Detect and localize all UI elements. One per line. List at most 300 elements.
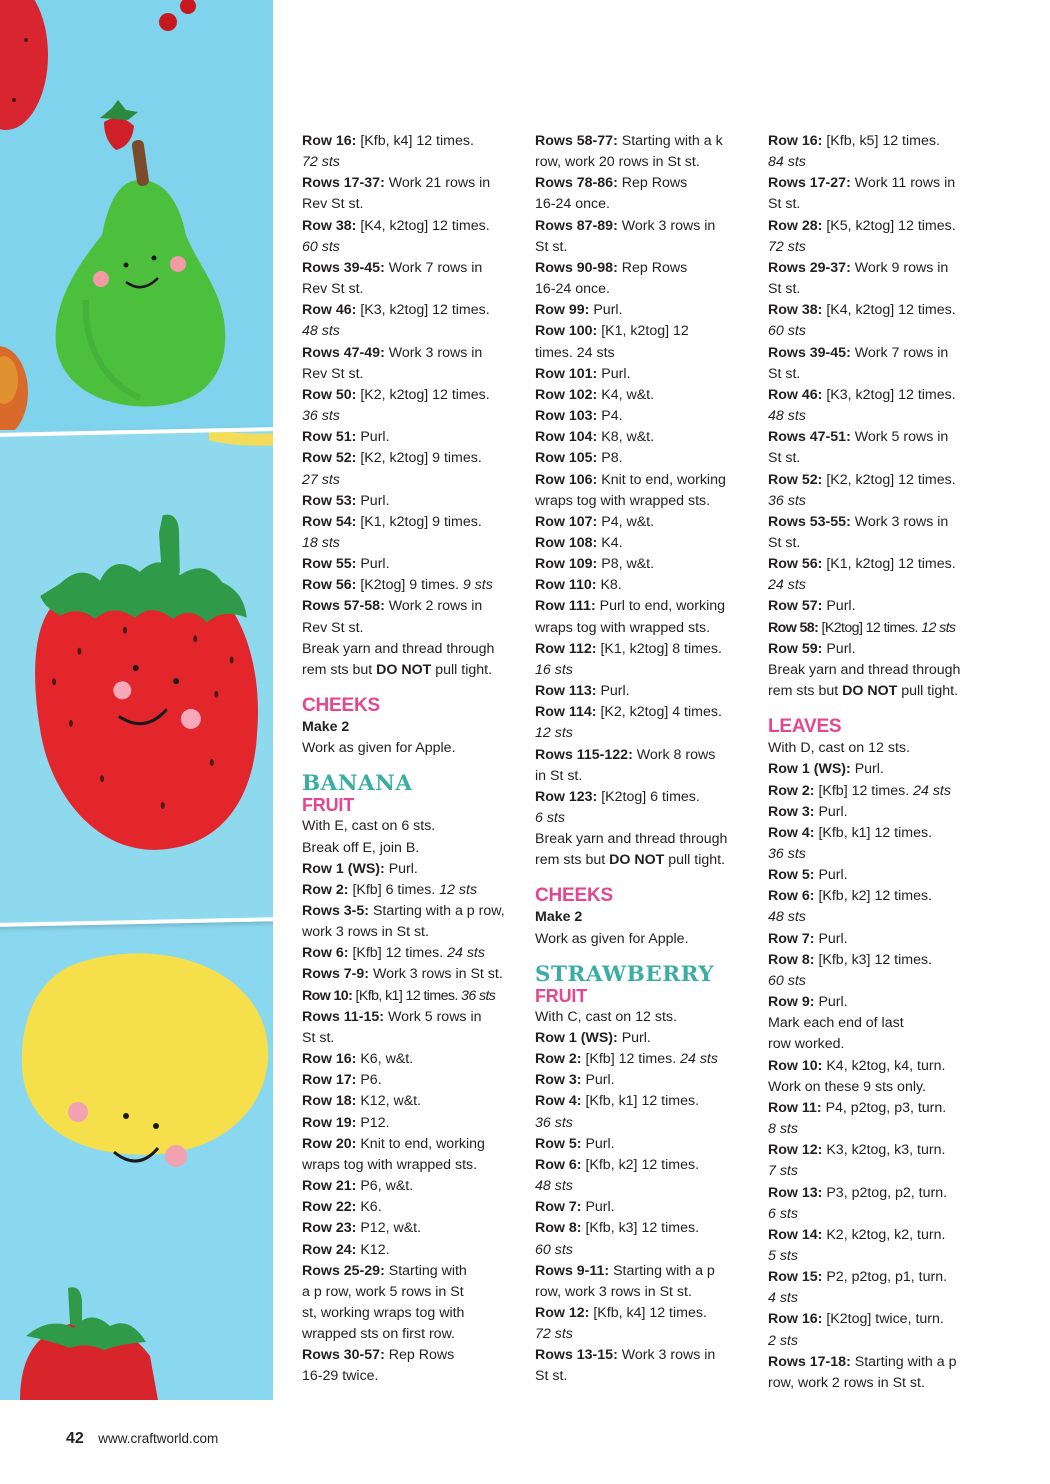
pattern-line <box>768 385 990 406</box>
row-label: Row 15: <box>768 1269 823 1286</box>
row-label: Row 54: <box>302 513 357 530</box>
row-instruction: Break yarn and thread through <box>302 640 495 657</box>
pattern-line <box>768 258 990 279</box>
pattern-line <box>535 1176 757 1197</box>
row-instruction: Rev St st. <box>302 365 364 382</box>
row-label: Make 2 <box>302 719 350 736</box>
stitch-count: 18 sts <box>302 534 340 551</box>
row-instruction: Break yarn and thread through <box>768 661 961 678</box>
row-instruction: K8. <box>596 577 622 594</box>
stitch-count: 24 sts <box>680 1051 718 1068</box>
emphasis-text: DO NOT <box>376 661 432 678</box>
row-label: Row 103: <box>535 408 598 425</box>
pattern-line <box>535 152 757 173</box>
row-instruction: [K4, k2tog] 12 times. <box>822 302 956 319</box>
row-instruction: Mark each end of last <box>768 1015 904 1032</box>
row-instruction: Work as given for Apple. <box>535 930 689 947</box>
section-heading: FRUIT <box>302 795 354 816</box>
pattern-line <box>302 964 524 985</box>
stitch-count: 24 sts <box>913 782 951 799</box>
strawberry-icon <box>33 578 261 852</box>
pattern-line <box>535 512 757 533</box>
row-label: Row 100: <box>535 323 598 340</box>
corner-strawberry-icon <box>0 0 48 130</box>
row-instruction: K12, w&t. <box>356 1093 422 1110</box>
row-label: Row 8: <box>535 1220 582 1237</box>
row-instruction: [K2tog] twice, turn. <box>822 1311 944 1328</box>
pattern-line <box>768 660 990 681</box>
pattern-line <box>535 448 757 469</box>
row-label: Row 6: <box>302 945 349 962</box>
row-label: Row 56: <box>302 577 357 594</box>
pattern-line <box>768 844 990 865</box>
stitch-count: 16 sts <box>535 661 573 678</box>
row-instruction: St st. <box>535 238 568 255</box>
row-instruction: [K2, k2tog] 12 times. <box>822 471 956 488</box>
pattern-line <box>535 258 757 279</box>
pattern-line <box>535 1197 757 1218</box>
row-instruction: P4, w&t. <box>597 513 655 530</box>
row-label: Row 38: <box>302 217 357 234</box>
pattern-line <box>535 1134 757 1155</box>
row-label: Row 6: <box>768 888 815 905</box>
pattern-line <box>535 470 757 491</box>
bottom-photo <box>0 916 273 1400</box>
pattern-line <box>768 279 990 300</box>
row-label: Row 4: <box>768 824 815 841</box>
pattern-line <box>768 406 990 427</box>
pattern-line <box>302 237 524 258</box>
pattern-line <box>302 1345 524 1366</box>
pattern-line <box>535 850 757 871</box>
pattern-line <box>768 216 990 237</box>
pattern-line <box>302 385 524 406</box>
strawberry-photo-frame <box>0 427 273 927</box>
pattern-line <box>535 533 757 554</box>
row-label: Row 16: <box>302 133 357 149</box>
row-instruction: Purl. <box>814 803 848 820</box>
row-instruction: Work 3 rows in St st. <box>369 966 503 983</box>
row-instruction: Work 3 rows in <box>850 513 949 530</box>
row-instruction: With C, cast on 12 sts. <box>535 1008 677 1025</box>
stitch-count: 48 sts <box>302 323 340 340</box>
pattern-line <box>302 1155 524 1176</box>
row-label: Row 51: <box>302 429 357 446</box>
row-label: Row 28: <box>768 217 823 234</box>
row-instruction: [K4, k2tog] 12 times. <box>356 217 490 234</box>
pattern-line <box>768 1352 990 1373</box>
pattern-line <box>768 929 990 950</box>
pattern-line <box>768 321 990 342</box>
row-label: Row 2: <box>768 782 815 799</box>
section-heading: FRUIT <box>535 985 587 1006</box>
row-instruction: Purl. <box>814 867 848 884</box>
stitch-count: 36 sts <box>768 846 806 862</box>
row-instruction: wraps tog with wrapped sts. <box>535 492 711 509</box>
row-instruction: P12, w&t. <box>356 1220 422 1237</box>
row-instruction: [Kfb, k1] 12 times. <box>352 987 462 1004</box>
row-instruction: St st. <box>768 534 801 551</box>
row-instruction: row, work 3 rows in St st. <box>535 1283 692 1300</box>
pattern-line <box>302 660 524 681</box>
section-heading: STRAWBERRY <box>535 961 715 987</box>
stitch-count: 60 sts <box>302 238 340 255</box>
row-instruction: [Kfb, k2] 12 times. <box>581 1156 700 1173</box>
row-label: Row 46: <box>302 302 357 319</box>
row-instruction: [K1, k2tog] 8 times. <box>596 640 722 657</box>
pattern-column-2 <box>535 131 757 1388</box>
row-instruction: Knit to end, working <box>597 471 726 488</box>
row-label: Rows 30-57: <box>302 1347 385 1364</box>
row-label: Row 5: <box>768 867 815 884</box>
row-label: Row 1 (WS): <box>768 761 851 778</box>
strawberry-photo <box>0 431 273 923</box>
row-instruction: St st. <box>768 365 801 382</box>
row-instruction: Rep Rows <box>617 175 688 192</box>
pattern-line <box>535 1070 757 1091</box>
pattern-line <box>535 1366 757 1387</box>
row-label: Rows 39-45: <box>768 344 851 361</box>
row-instruction: rem sts but <box>302 661 377 678</box>
row-instruction: rem sts but <box>768 683 843 700</box>
pattern-line <box>535 279 757 300</box>
row-instruction: wrapped sts on first row. <box>302 1326 455 1343</box>
row-instruction: Purl. <box>581 1072 615 1089</box>
pattern-line <box>302 343 524 364</box>
pattern-line <box>302 1282 524 1303</box>
row-label: Row 1 (WS): <box>302 860 385 877</box>
row-instruction: Starting with a p row, <box>369 903 505 919</box>
row-instruction: work 3 rows in St st. <box>302 924 429 941</box>
row-label: Row 38: <box>768 302 823 319</box>
row-instruction: rem sts but <box>535 852 610 869</box>
yellow-fruit-icon <box>22 953 268 1154</box>
stitch-count: 48 sts <box>768 909 806 926</box>
pattern-line <box>535 702 757 723</box>
row-label: Row 24: <box>302 1241 357 1258</box>
pattern-column-1 <box>302 131 524 1388</box>
pattern-line <box>535 216 757 237</box>
pattern-line <box>768 1225 990 1246</box>
pattern-line <box>302 258 524 279</box>
pattern-line <box>535 1345 757 1366</box>
row-instruction: Rep Rows <box>384 1347 455 1364</box>
row-label: Row 7: <box>768 930 815 947</box>
pattern-line <box>768 738 990 759</box>
pear-stem-icon <box>131 139 149 186</box>
pattern-line <box>768 575 990 596</box>
row-label: Row 112: <box>535 640 597 657</box>
row-instruction: K6. <box>356 1199 382 1216</box>
row-label: Row 2: <box>535 1051 582 1068</box>
row-label: Row 20: <box>302 1135 357 1152</box>
stitch-count: 12 sts <box>921 619 956 636</box>
row-label: Row 16: <box>302 1051 357 1068</box>
row-instruction: [K2tog] 9 times. <box>356 577 463 594</box>
row-instruction: row, work 2 rows in St st. <box>768 1374 925 1391</box>
row-instruction: [K2, k2tog] 9 times. <box>356 450 482 467</box>
stitch-count: 60 sts <box>768 972 806 989</box>
row-label: Row 23: <box>302 1220 357 1237</box>
row-instruction: pull tight. <box>664 852 726 869</box>
pattern-line <box>302 512 524 533</box>
pattern-line <box>768 173 990 194</box>
row-instruction: Work 7 rows in <box>850 344 949 361</box>
pattern-line <box>535 723 757 744</box>
pattern-line <box>768 554 990 575</box>
pattern-line <box>535 343 757 364</box>
stitch-count: 36 sts <box>768 492 806 509</box>
row-instruction: Purl. <box>581 1135 615 1152</box>
stitch-count: 12 sts <box>535 725 573 742</box>
row-instruction: Break off E, join B. <box>302 839 420 856</box>
pattern-line <box>768 1246 990 1267</box>
stitch-count: 24 sts <box>768 577 806 594</box>
row-label: Row 7: <box>535 1199 582 1216</box>
row-instruction: 16-24 once. <box>535 281 610 298</box>
pattern-line <box>302 300 524 321</box>
stitch-count: 72 sts <box>302 154 340 171</box>
pattern-line <box>768 533 990 554</box>
row-instruction: [Kfb, k4] 12 times. <box>589 1304 707 1321</box>
section-heading: CHEEKS <box>535 885 613 907</box>
pattern-line <box>768 781 990 802</box>
row-label: Rows 58-77: <box>535 133 618 149</box>
pattern-line <box>768 1056 990 1077</box>
pattern-line <box>302 1070 524 1091</box>
pattern-line <box>768 237 990 258</box>
section-gap <box>302 681 524 695</box>
row-instruction: [Kfb, k5] 12 times. <box>822 133 940 149</box>
row-instruction: [K3, k2tog] 12 times. <box>822 386 956 403</box>
row-label: Rows 87-89: <box>535 217 618 234</box>
emphasis-text: DO NOT <box>609 852 665 869</box>
row-instruction: Work 7 rows in <box>384 259 483 276</box>
pattern-line <box>768 1204 990 1225</box>
stitch-count: 9 sts <box>462 577 493 594</box>
row-label: Row 12: <box>768 1142 823 1159</box>
row-label: Rows 13-15: <box>535 1347 618 1364</box>
pattern-line <box>302 194 524 215</box>
row-label: Rows 47-51: <box>768 429 851 446</box>
row-instruction: [K3, k2tog] 12 times. <box>356 302 490 319</box>
pattern-line <box>768 886 990 907</box>
small-strawberry-icon <box>104 118 134 150</box>
pattern-line <box>535 385 757 406</box>
row-instruction: St st. <box>535 1368 568 1385</box>
pattern-line <box>768 343 990 364</box>
pattern-line <box>768 1077 990 1098</box>
row-label: Row 6: <box>535 1156 582 1173</box>
pattern-line <box>768 1098 990 1119</box>
pattern-line <box>768 1373 990 1394</box>
row-instruction: P6. <box>356 1072 382 1089</box>
pattern-line <box>302 575 524 596</box>
row-instruction: Purl. <box>581 1199 615 1216</box>
row-label: Row 56: <box>768 556 823 573</box>
pattern-line <box>535 745 757 766</box>
stitch-count: 27 sts <box>302 471 340 488</box>
row-instruction: St st. <box>768 196 801 213</box>
row-label: Rows 17-18: <box>768 1353 851 1370</box>
row-instruction: wraps tog with wrapped sts. <box>302 1156 478 1173</box>
pattern-line <box>302 880 524 901</box>
pattern-line <box>302 1197 524 1218</box>
pattern-line <box>535 1028 757 1049</box>
row-instruction: 16-24 once. <box>535 196 610 213</box>
row-instruction: Work 21 rows in <box>384 175 491 192</box>
row-instruction: wraps tog with wrapped sts. <box>535 619 711 636</box>
pattern-line <box>302 491 524 512</box>
row-instruction: pull tight. <box>431 661 493 678</box>
pattern-line <box>302 1218 524 1239</box>
row-label: Row 105: <box>535 450 598 467</box>
row-instruction: K4, k2tog, k4, turn. <box>822 1057 946 1074</box>
pattern-line <box>302 152 524 173</box>
row-instruction: Work 11 rows in <box>850 175 956 192</box>
pattern-line <box>302 838 524 859</box>
row-instruction: Rev St st. <box>302 281 364 298</box>
pattern-line <box>768 512 990 533</box>
pattern-line <box>768 618 990 639</box>
pattern-line <box>302 618 524 639</box>
row-label: Rows 17-27: <box>768 175 851 192</box>
pattern-line <box>535 1091 757 1112</box>
section-heading: BANANA <box>302 771 413 797</box>
row-instruction: row worked. <box>768 1036 845 1053</box>
row-label: Rows 39-45: <box>302 259 385 276</box>
pattern-line <box>768 491 990 512</box>
pattern-line <box>768 823 990 844</box>
pattern-line <box>535 1282 757 1303</box>
row-label: Row 12: <box>535 1304 590 1321</box>
pattern-line <box>535 300 757 321</box>
stitch-count: 5 sts <box>768 1247 798 1264</box>
row-instruction: Purl. <box>822 640 856 657</box>
pattern-line <box>768 152 990 173</box>
row-label: Row 101: <box>535 365 598 382</box>
pattern-line <box>535 929 757 950</box>
row-instruction: P4. <box>597 408 623 425</box>
row-instruction: [Kfb, k2] 12 times. <box>814 888 933 905</box>
pattern-line <box>302 1176 524 1197</box>
row-label: Rows 115-122: <box>535 746 633 763</box>
pattern-line <box>302 1261 524 1282</box>
row-label: Row 46: <box>768 386 823 403</box>
pattern-line <box>302 717 524 738</box>
section-gap <box>768 702 990 716</box>
row-instruction: [K1, k2tog] 12 <box>597 323 689 340</box>
pattern-line <box>302 1303 524 1324</box>
row-label: Row 16: <box>768 133 823 149</box>
row-label: Row 113: <box>535 683 597 700</box>
row-instruction: [K2, k2tog] 4 times. <box>596 704 722 721</box>
row-instruction: St st. <box>768 281 801 298</box>
row-label: Row 16: <box>768 1311 823 1328</box>
pattern-line <box>535 173 757 194</box>
pattern-line <box>535 907 757 928</box>
row-instruction: Purl. <box>597 365 631 382</box>
row-label: Rows 47-49: <box>302 344 385 361</box>
row-instruction: P2, p2tog, p1, turn. <box>822 1269 948 1286</box>
row-label: Row 52: <box>768 471 823 488</box>
row-label: Rows 17-37: <box>302 175 385 192</box>
stitch-count: 48 sts <box>768 408 806 425</box>
row-label: Rows 57-58: <box>302 598 385 615</box>
pattern-line <box>768 1288 990 1309</box>
row-instruction: K4. <box>597 534 623 551</box>
pattern-line <box>535 1261 757 1282</box>
pattern-column-3 <box>768 131 990 1394</box>
pattern-line <box>302 1240 524 1261</box>
pattern-line <box>768 971 990 992</box>
row-instruction: Purl. <box>814 994 848 1011</box>
row-instruction: times. 24 sts <box>535 344 615 361</box>
pattern-line <box>302 986 524 1007</box>
row-instruction: Work 2 rows in <box>384 598 483 615</box>
stitch-count: 6 sts <box>768 1205 798 1222</box>
pattern-line <box>768 194 990 215</box>
row-instruction: Purl. <box>617 1029 651 1046</box>
footer-website: www.craftworld.com <box>98 1431 219 1446</box>
pattern-line <box>768 300 990 321</box>
stitch-count: 84 sts <box>768 154 806 171</box>
row-instruction: pull tight. <box>897 683 959 700</box>
pattern-line <box>302 816 524 837</box>
row-instruction: [Kfb, k3] 12 times. <box>814 951 933 968</box>
pattern-line <box>302 216 524 237</box>
pattern-line <box>535 554 757 575</box>
pattern-line <box>302 1134 524 1155</box>
row-instruction: Work 5 rows in <box>384 1008 482 1025</box>
pattern-line <box>302 131 524 152</box>
row-instruction: [Kfb, k1] 12 times. <box>814 824 933 841</box>
row-label: Row 10: <box>768 1057 823 1074</box>
pattern-line <box>768 1034 990 1055</box>
row-label: Row 102: <box>535 386 598 403</box>
pattern-line <box>535 194 757 215</box>
stitch-count: 2 sts <box>768 1332 798 1349</box>
row-instruction: P12. <box>356 1114 390 1131</box>
row-label: Row 8: <box>768 951 815 968</box>
row-label: Row 114: <box>535 704 597 721</box>
row-instruction: 16-29 twice. <box>302 1368 379 1385</box>
pattern-line <box>768 992 990 1013</box>
row-label: Row 50: <box>302 386 357 403</box>
photo-strip <box>0 0 273 1400</box>
row-label: Rows 3-5: <box>302 903 370 919</box>
pattern-line <box>535 808 757 829</box>
row-instruction: With D, cast on 12 sts. <box>768 740 910 757</box>
pattern-line <box>768 865 990 886</box>
pattern-line <box>302 173 524 194</box>
stitch-count: 36 sts <box>461 987 496 1004</box>
row-instruction: Purl to end, working <box>595 598 726 615</box>
banana-edge-icon <box>209 431 273 447</box>
row-instruction: Purl. <box>822 598 856 615</box>
pattern-line <box>302 639 524 660</box>
pattern-line <box>535 1155 757 1176</box>
row-label: Rows 90-98: <box>535 259 618 276</box>
stitch-count: 72 sts <box>535 1326 573 1343</box>
pattern-line <box>302 321 524 342</box>
pattern-line <box>535 1303 757 1324</box>
row-instruction: With E, cast on 6 sts. <box>302 818 436 835</box>
pattern-line <box>302 427 524 448</box>
row-label: Row 123: <box>535 788 598 805</box>
pattern-line <box>535 1113 757 1134</box>
pattern-line <box>535 829 757 850</box>
